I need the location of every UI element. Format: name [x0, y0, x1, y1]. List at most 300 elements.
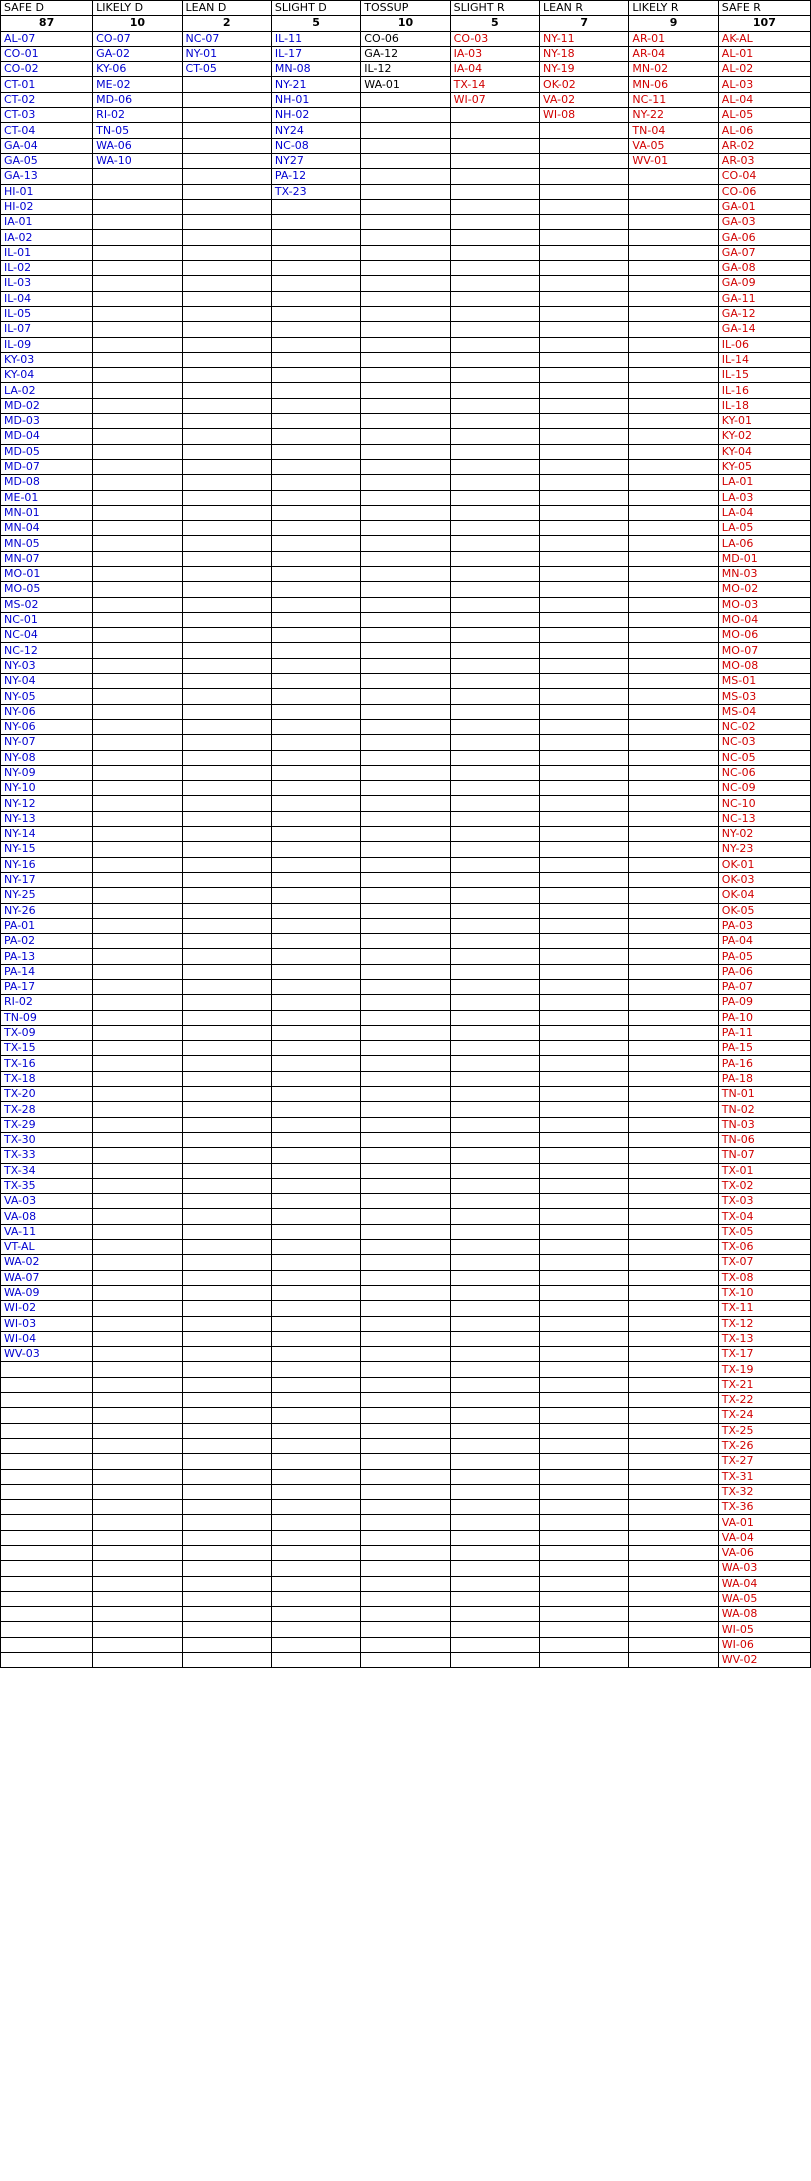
district-cell: MO-06 [718, 628, 810, 643]
empty-cell [182, 230, 271, 245]
district-cell: KY-01 [718, 414, 810, 429]
table-row [1, 475, 811, 490]
empty-cell [361, 1500, 450, 1515]
empty-cell [93, 276, 182, 291]
empty-cell [540, 689, 629, 704]
empty-cell [540, 215, 629, 230]
district-cell: AK-AL [718, 31, 810, 46]
district-cell: NY-04 [1, 674, 93, 689]
empty-cell [629, 1041, 718, 1056]
empty-cell [361, 505, 450, 520]
empty-cell [1, 1469, 93, 1484]
empty-cell [629, 1500, 718, 1515]
empty-cell [361, 995, 450, 1010]
empty-cell [540, 980, 629, 995]
district-cell: IL-03 [1, 276, 93, 291]
empty-cell [540, 123, 629, 138]
district-cell: NY-07 [1, 735, 93, 750]
empty-cell [93, 628, 182, 643]
empty-cell [182, 1653, 271, 1668]
empty-cell [361, 123, 450, 138]
empty-cell [271, 551, 360, 566]
empty-cell [182, 1132, 271, 1147]
empty-cell [93, 1270, 182, 1285]
table-row [1, 964, 811, 979]
table-row [1, 291, 811, 306]
district-cell: MS-03 [718, 689, 810, 704]
empty-cell [182, 1500, 271, 1515]
empty-cell [182, 1331, 271, 1346]
district-cell: TX-06 [718, 1240, 810, 1255]
empty-cell [1, 1515, 93, 1530]
empty-cell [450, 1393, 539, 1408]
empty-cell [93, 352, 182, 367]
empty-cell [540, 597, 629, 612]
empty-cell [361, 108, 450, 123]
district-cell: CT-03 [1, 108, 93, 123]
empty-cell [271, 444, 360, 459]
empty-cell [540, 1010, 629, 1025]
empty-cell [540, 1591, 629, 1606]
district-cell: WI-06 [718, 1637, 810, 1652]
table-row [1, 1454, 811, 1469]
empty-cell [629, 995, 718, 1010]
district-cell: TX-25 [718, 1423, 810, 1438]
empty-cell [629, 184, 718, 199]
district-cell: LA-01 [718, 475, 810, 490]
empty-cell [361, 1423, 450, 1438]
district-cell: IL-17 [271, 46, 360, 61]
empty-cell [93, 475, 182, 490]
empty-cell [450, 337, 539, 352]
empty-cell [361, 872, 450, 887]
empty-cell [540, 490, 629, 505]
empty-cell [182, 1209, 271, 1224]
empty-cell [361, 1653, 450, 1668]
empty-cell [271, 1362, 360, 1377]
district-cell: TX-36 [718, 1500, 810, 1515]
table-row [1, 1423, 811, 1438]
empty-cell [629, 842, 718, 857]
empty-cell [93, 1500, 182, 1515]
empty-cell [361, 490, 450, 505]
empty-cell [361, 1102, 450, 1117]
district-cell: MN-04 [1, 521, 93, 536]
empty-cell [540, 1255, 629, 1270]
empty-cell [271, 1393, 360, 1408]
district-cell: CO-06 [361, 31, 450, 46]
district-cell: TX-13 [718, 1331, 810, 1346]
empty-cell [182, 628, 271, 643]
district-cell: NY-26 [1, 903, 93, 918]
district-cell: GA-12 [361, 46, 450, 61]
empty-cell [271, 398, 360, 413]
empty-cell [182, 643, 271, 658]
table-row [1, 230, 811, 245]
empty-cell [361, 750, 450, 765]
empty-cell [93, 796, 182, 811]
empty-cell [361, 1163, 450, 1178]
district-cell: AR-04 [629, 46, 718, 61]
empty-cell [182, 199, 271, 214]
district-cell: MS-04 [718, 704, 810, 719]
empty-cell [629, 1209, 718, 1224]
district-cell: TX-26 [718, 1438, 810, 1453]
empty-cell [361, 199, 450, 214]
table-row [1, 1117, 811, 1132]
empty-cell [182, 1087, 271, 1102]
empty-cell [450, 566, 539, 581]
empty-cell [1, 1607, 93, 1622]
district-cell: MD-04 [1, 429, 93, 444]
empty-cell [450, 123, 539, 138]
empty-cell [629, 1423, 718, 1438]
district-cell: KY-03 [1, 352, 93, 367]
empty-cell [271, 796, 360, 811]
table-row [1, 628, 811, 643]
empty-cell [361, 857, 450, 872]
empty-cell [93, 1148, 182, 1163]
empty-cell [450, 1377, 539, 1392]
empty-cell [450, 1041, 539, 1056]
empty-cell [540, 1484, 629, 1499]
empty-cell [271, 1163, 360, 1178]
district-cell: RI-02 [93, 108, 182, 123]
empty-cell [271, 918, 360, 933]
district-cell: WA-05 [718, 1591, 810, 1606]
empty-cell [271, 1454, 360, 1469]
empty-cell [93, 1438, 182, 1453]
district-cell: MS-02 [1, 597, 93, 612]
empty-cell [182, 1377, 271, 1392]
empty-cell [182, 1591, 271, 1606]
empty-cell [182, 1423, 271, 1438]
empty-cell [540, 306, 629, 321]
empty-cell [450, 1071, 539, 1086]
empty-cell [1, 1561, 93, 1576]
district-cell: WI-04 [1, 1331, 93, 1346]
district-cell: TN-07 [718, 1148, 810, 1163]
empty-cell [629, 551, 718, 566]
empty-cell [271, 689, 360, 704]
empty-cell [182, 918, 271, 933]
empty-cell [182, 1224, 271, 1239]
empty-cell [361, 903, 450, 918]
district-cell: KY-06 [93, 62, 182, 77]
empty-cell [271, 995, 360, 1010]
district-cell: WA-04 [718, 1576, 810, 1591]
empty-cell [93, 1041, 182, 1056]
table-row [1, 1484, 811, 1499]
district-cell: GA-03 [718, 215, 810, 230]
empty-cell [450, 459, 539, 474]
district-cell: AL-02 [718, 62, 810, 77]
district-cell: PA-14 [1, 964, 93, 979]
table-row [1, 199, 811, 214]
table-row [1, 689, 811, 704]
district-cell: PA-05 [718, 949, 810, 964]
empty-cell [271, 199, 360, 214]
empty-cell [93, 781, 182, 796]
empty-cell [271, 1591, 360, 1606]
district-cell: IL-05 [1, 306, 93, 321]
empty-cell [450, 980, 539, 995]
empty-cell [271, 215, 360, 230]
empty-cell [182, 1347, 271, 1362]
table-row [1, 1041, 811, 1056]
empty-cell [271, 1622, 360, 1637]
district-cell: PA-06 [718, 964, 810, 979]
empty-cell [182, 1362, 271, 1377]
district-cell: NY-12 [1, 796, 93, 811]
table-row [1, 612, 811, 627]
empty-cell [182, 1607, 271, 1622]
empty-cell [182, 1515, 271, 1530]
empty-cell [540, 337, 629, 352]
district-cell: GA-13 [1, 169, 93, 184]
table-row [1, 1270, 811, 1285]
empty-cell [271, 1316, 360, 1331]
empty-cell [629, 383, 718, 398]
empty-cell [93, 414, 182, 429]
district-cell: PA-10 [718, 1010, 810, 1025]
empty-cell [629, 1270, 718, 1285]
empty-cell [540, 1622, 629, 1637]
district-cell: TN-05 [93, 123, 182, 138]
table-row [1, 536, 811, 551]
district-cell: WA-09 [1, 1285, 93, 1300]
empty-cell [540, 934, 629, 949]
empty-cell [540, 505, 629, 520]
empty-cell [450, 230, 539, 245]
empty-cell [450, 1178, 539, 1193]
table-row [1, 1653, 811, 1668]
district-cell: LA-04 [718, 505, 810, 520]
empty-cell [629, 949, 718, 964]
district-cell: GA-06 [718, 230, 810, 245]
district-cell: TX-23 [271, 184, 360, 199]
district-cell: TX-31 [718, 1469, 810, 1484]
district-cell: NY24 [271, 123, 360, 138]
empty-cell [1, 1622, 93, 1637]
table-row [1, 1102, 811, 1117]
column-header-lean-r: LEAN R [540, 1, 629, 16]
empty-cell [450, 414, 539, 429]
empty-cell [629, 980, 718, 995]
empty-cell [540, 1301, 629, 1316]
empty-cell [93, 1010, 182, 1025]
district-cell: NY-03 [1, 658, 93, 673]
empty-cell [361, 1515, 450, 1530]
empty-cell [93, 551, 182, 566]
empty-cell [450, 1117, 539, 1132]
empty-cell [629, 245, 718, 260]
district-cell: CO-06 [718, 184, 810, 199]
empty-cell [271, 1194, 360, 1209]
table-row [1, 459, 811, 474]
empty-cell [271, 1224, 360, 1239]
district-cell: TX-08 [718, 1270, 810, 1285]
empty-cell [629, 1087, 718, 1102]
column-count-lean-d: 2 [182, 16, 271, 31]
table-row [1, 337, 811, 352]
district-cell: AL-07 [1, 31, 93, 46]
district-cell: WA-06 [93, 138, 182, 153]
empty-cell [361, 230, 450, 245]
empty-cell [629, 1025, 718, 1040]
district-cell: IL-06 [718, 337, 810, 352]
empty-cell [271, 888, 360, 903]
empty-cell [540, 1607, 629, 1622]
column-count-safe-r: 107 [718, 16, 810, 31]
table-row [1, 1056, 811, 1071]
empty-cell [629, 750, 718, 765]
empty-cell [361, 536, 450, 551]
district-cell: TX-33 [1, 1148, 93, 1163]
empty-cell [271, 261, 360, 276]
district-cell: CT-02 [1, 92, 93, 107]
empty-cell [361, 1010, 450, 1025]
empty-cell [629, 1561, 718, 1576]
empty-cell [361, 1591, 450, 1606]
empty-cell [271, 1255, 360, 1270]
empty-cell [271, 1209, 360, 1224]
empty-cell [540, 903, 629, 918]
district-cell: WA-08 [718, 1607, 810, 1622]
district-cell: TX-14 [450, 77, 539, 92]
table-row [1, 796, 811, 811]
district-cell: MN-07 [1, 551, 93, 566]
empty-cell [1, 1591, 93, 1606]
empty-cell [361, 597, 450, 612]
empty-cell [450, 903, 539, 918]
district-cell: CO-01 [1, 46, 93, 61]
empty-cell [450, 582, 539, 597]
table-row [1, 429, 811, 444]
empty-cell [450, 1056, 539, 1071]
empty-cell [361, 322, 450, 337]
table-row [1, 735, 811, 750]
empty-cell [182, 459, 271, 474]
empty-cell [450, 322, 539, 337]
empty-cell [271, 1545, 360, 1560]
district-cell: HI-01 [1, 184, 93, 199]
empty-cell [540, 1316, 629, 1331]
district-cell: NY-13 [1, 811, 93, 826]
empty-cell [271, 658, 360, 673]
empty-cell [93, 1102, 182, 1117]
district-cell: VA-08 [1, 1209, 93, 1224]
table-row [1, 1377, 811, 1392]
empty-cell [540, 872, 629, 887]
empty-cell [271, 980, 360, 995]
table-row [1, 1087, 811, 1102]
district-cell: IL-14 [718, 352, 810, 367]
empty-cell [540, 1469, 629, 1484]
empty-cell [271, 1285, 360, 1300]
empty-cell [182, 1637, 271, 1652]
table-row [1, 1438, 811, 1453]
district-cell: VA-03 [1, 1194, 93, 1209]
empty-cell [182, 368, 271, 383]
empty-cell [182, 597, 271, 612]
empty-cell [629, 1316, 718, 1331]
district-cell: MN-06 [629, 77, 718, 92]
district-cell: AL-01 [718, 46, 810, 61]
empty-cell [271, 811, 360, 826]
district-cell: TN-04 [629, 123, 718, 138]
district-cell: PA-02 [1, 934, 93, 949]
empty-cell [361, 1393, 450, 1408]
empty-cell [540, 199, 629, 214]
empty-cell [93, 811, 182, 826]
table-row [1, 658, 811, 673]
empty-cell [361, 1316, 450, 1331]
empty-cell [450, 306, 539, 321]
empty-cell [629, 888, 718, 903]
empty-cell [629, 276, 718, 291]
district-cell: NY-25 [1, 888, 93, 903]
empty-cell [450, 199, 539, 214]
empty-cell [629, 261, 718, 276]
empty-cell [540, 1331, 629, 1346]
empty-cell [361, 459, 450, 474]
district-cell: TX-15 [1, 1041, 93, 1056]
empty-cell [93, 643, 182, 658]
empty-cell [450, 1347, 539, 1362]
empty-cell [271, 1484, 360, 1499]
empty-cell [182, 857, 271, 872]
empty-cell [540, 781, 629, 796]
empty-cell [540, 383, 629, 398]
empty-cell [450, 108, 539, 123]
empty-cell [182, 735, 271, 750]
empty-cell [450, 918, 539, 933]
table-row [1, 245, 811, 260]
empty-cell [450, 153, 539, 168]
table-row [1, 1331, 811, 1346]
empty-cell [361, 658, 450, 673]
empty-cell [93, 1056, 182, 1071]
empty-cell [629, 1240, 718, 1255]
district-cell: TX-11 [718, 1301, 810, 1316]
empty-cell [93, 261, 182, 276]
table-header-labels [1, 1, 811, 16]
empty-cell [450, 1331, 539, 1346]
empty-cell [629, 1255, 718, 1270]
table-row [1, 1301, 811, 1316]
district-cell: MN-05 [1, 536, 93, 551]
empty-cell [540, 995, 629, 1010]
empty-cell [361, 414, 450, 429]
empty-cell [361, 92, 450, 107]
empty-cell [361, 261, 450, 276]
district-cell: TX-24 [718, 1408, 810, 1423]
district-cell: WV-03 [1, 1347, 93, 1362]
empty-cell [450, 1438, 539, 1453]
empty-cell [271, 1240, 360, 1255]
empty-cell [540, 1056, 629, 1071]
empty-cell [93, 1285, 182, 1300]
empty-cell [450, 1515, 539, 1530]
empty-cell [540, 1530, 629, 1545]
empty-cell [271, 490, 360, 505]
empty-cell [361, 1637, 450, 1652]
district-cell: WA-07 [1, 1270, 93, 1285]
district-cell: HI-02 [1, 199, 93, 214]
table-row [1, 1561, 811, 1576]
empty-cell [540, 414, 629, 429]
